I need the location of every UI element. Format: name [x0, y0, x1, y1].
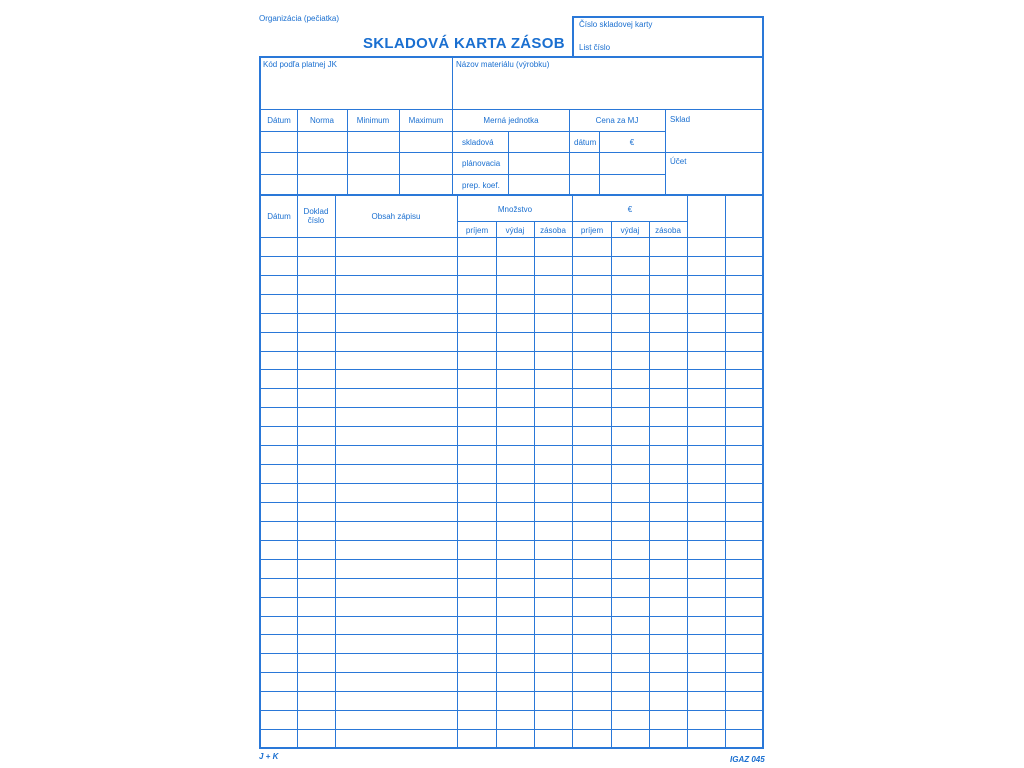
table-row-line [260, 634, 763, 635]
unit-header: Merná jednotka [483, 116, 539, 125]
table-column-line [687, 195, 688, 748]
divider [260, 109, 763, 110]
table-row-line [260, 521, 763, 522]
material-name-label: Názov materiálu (výrobku) [456, 60, 550, 69]
tbl-doklad-header: Doklad [303, 207, 329, 216]
unit-row-koef: prep. koef. [462, 181, 500, 190]
footer-left: J + K [259, 752, 279, 761]
unit-row-sklad: skladová [462, 138, 494, 147]
datum-header: Dátum [267, 116, 291, 125]
table-row-line [260, 332, 763, 333]
price-datum-label: dátum [574, 138, 597, 147]
organization-label: Organizácia (pečiatka) [259, 14, 340, 23]
divider [452, 57, 453, 110]
table-header-bottom [260, 237, 763, 238]
table-row-line [260, 672, 763, 673]
divider [260, 152, 763, 153]
table-column-line [457, 195, 458, 748]
sub-vydaj-2: výdaj [620, 226, 640, 235]
table-row-line [260, 653, 763, 654]
material-info-box [259, 56, 764, 196]
table-column-line [725, 195, 726, 748]
norma-header: Norma [309, 116, 335, 125]
sheet-number-label: List číslo [579, 43, 611, 52]
table-row-line [260, 294, 763, 295]
table-row-line [260, 275, 763, 276]
table-row-line [260, 426, 763, 427]
table-row-line [260, 313, 763, 314]
form-title: SKLADOVÁ KARTA ZÁSOB [363, 35, 565, 52]
table-row-line [260, 502, 763, 503]
table-row-line [260, 578, 763, 579]
table-row-line [260, 559, 763, 560]
sub-zasoba-2: zásoba [655, 226, 681, 235]
table-row-line [260, 351, 763, 352]
minimum-header: Minimum [356, 116, 390, 125]
divider [599, 131, 600, 195]
table-row-line [260, 540, 763, 541]
table-row-line [260, 445, 763, 446]
table-row-line [260, 710, 763, 711]
table-row-line [260, 369, 763, 370]
table-header-divider [457, 221, 687, 222]
table-row-line [260, 597, 763, 598]
sub-zasoba-1: zásoba [540, 226, 566, 235]
table-subcolumn-line [611, 222, 612, 748]
table-column-line [335, 195, 336, 748]
sub-prijem-1: príjem [465, 226, 489, 235]
table-column-line [572, 195, 573, 748]
table-row-line [260, 483, 763, 484]
footer-right: IGAZ 045 [730, 755, 765, 764]
table-row-line [260, 407, 763, 408]
tbl-cislo-header: číslo [307, 216, 325, 225]
divider [260, 174, 665, 175]
tbl-obsah-header: Obsah zápisu [371, 212, 421, 221]
price-currency-label: € [629, 138, 635, 147]
sub-vydaj-1: výdaj [505, 226, 525, 235]
tbl-datum-header: Dátum [267, 212, 291, 221]
tbl-euro-header: € [627, 205, 633, 214]
table-row-line [260, 256, 763, 257]
sklad-label: Sklad [670, 115, 691, 124]
unit-row-plan: plánovacia [462, 159, 501, 168]
table-row-line [260, 388, 763, 389]
maximum-header: Maximum [408, 116, 444, 125]
code-label: Kód podľa platnej JK [263, 60, 337, 69]
card-number-label: Číslo skladovej karty [579, 20, 653, 29]
table-row-line [260, 729, 763, 730]
table-subcolumn-line [534, 222, 535, 748]
table-subcolumn-line [496, 222, 497, 748]
table-row-line [260, 616, 763, 617]
price-header: Cena za MJ [595, 116, 639, 125]
ucet-label: Účet [670, 157, 687, 166]
table-row-line [260, 691, 763, 692]
table-subcolumn-line [649, 222, 650, 748]
divider [508, 131, 509, 195]
table-column-line [297, 195, 298, 748]
sub-prijem-2: príjem [580, 226, 604, 235]
table-row-line [260, 464, 763, 465]
divider [260, 131, 665, 132]
tbl-mnozstvo-header: Množstvo [497, 205, 533, 214]
